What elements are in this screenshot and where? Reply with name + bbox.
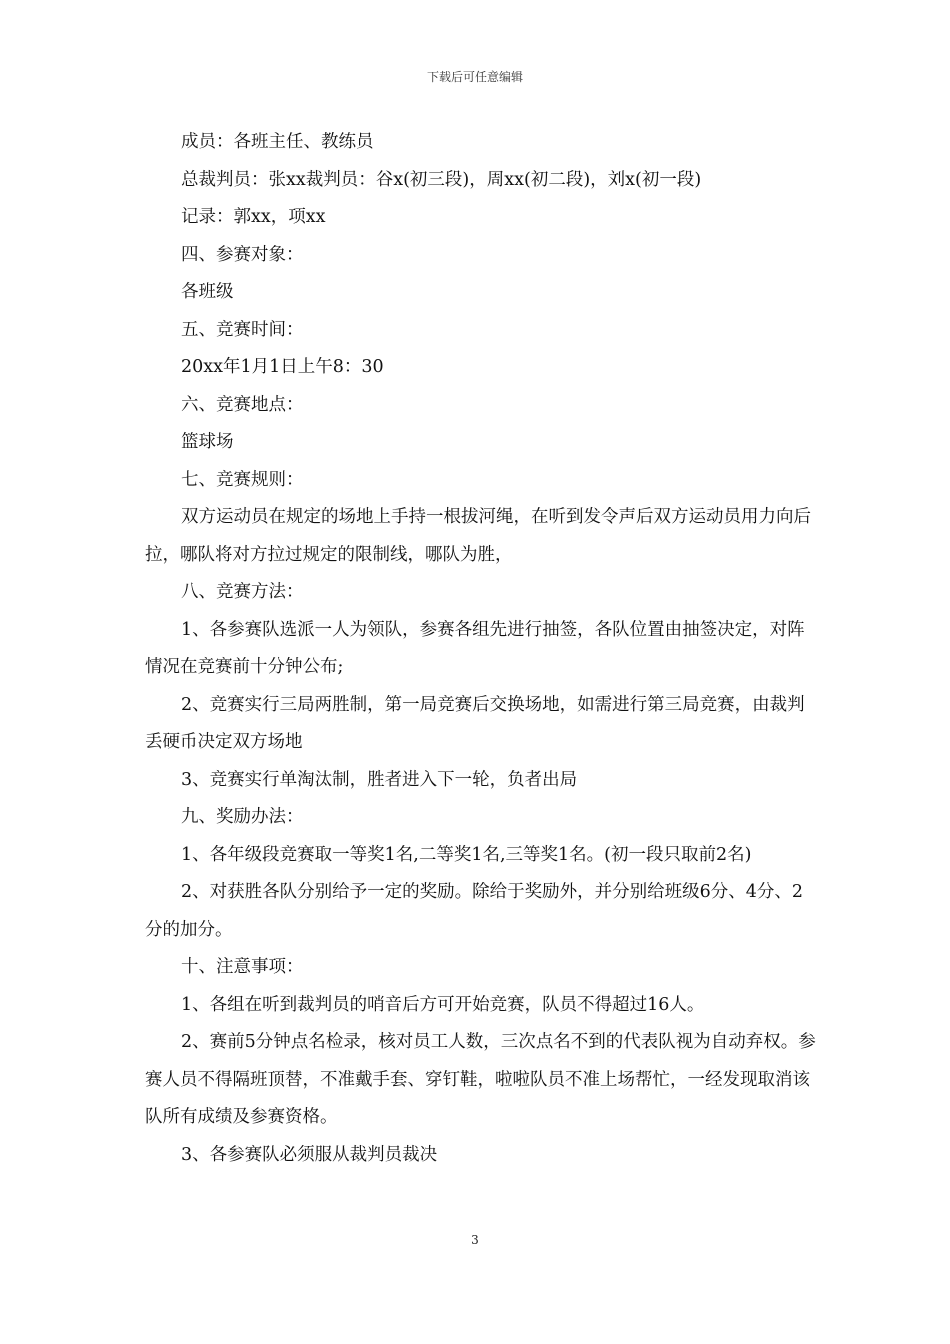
- participants-text: 各班级: [181, 282, 234, 302]
- referees-line: 总裁判员：张xx裁判员：谷x(初三段)，周xx(初二段)，刘x(初一段): [181, 169, 702, 190]
- note-item-1: 1、各组在听到裁判员的哨音后方可开始竞赛，队员不得超过16人。: [181, 994, 705, 1015]
- reward-item-2: 2、对获胜各队分别给予一定的奖励。除给于奖励外，并分别给班级6分、4分、2分的加分。: [145, 882, 804, 940]
- rules-paragraph: 双方运动员在规定的场地上手持一根拔河绳，在听到发令声后双方运动员用力向后拉，哪队将对方拉过规定的限制线，哪队为胜，: [145, 507, 811, 565]
- page-number: 3: [471, 1233, 479, 1247]
- section-heading-rules: 七、竞赛规则：: [181, 469, 304, 490]
- note-item-2: 2、赛前5分钟点名检录，核对员工人数，三次点名不到的代表队视为自动弃权。参赛人员不得隔班顶替，不准戴手套、穿钉鞋，啦啦队员不准上场帮忙，一经发现取消该队所有成绩及参赛资格。: [145, 1032, 816, 1127]
- recorders-line: 记录：郭xx，项xx: [181, 207, 326, 227]
- method-item-3: 3、竞赛实行单淘汰制，胜者进入下一轮，负者出局: [181, 769, 578, 790]
- section-heading-methods: 八、竞赛方法：: [181, 582, 304, 602]
- page-header-note: 下载后可任意编辑: [426, 70, 523, 84]
- section-heading-participants: 四、参赛对象：: [181, 244, 304, 265]
- section-heading-time: 五、竞赛时间：: [181, 319, 304, 340]
- section-heading-rewards: 九、奖励办法：: [181, 807, 304, 827]
- members-line: 成员：各班主任、教练员: [181, 132, 374, 152]
- section-heading-venue: 六、竞赛地点：: [181, 394, 304, 415]
- note-item-3: 3、各参赛队必须服从裁判员裁决: [181, 1144, 438, 1165]
- method-item-1: 1、各参赛队选派一人为领队，参赛各组先进行抽签，各队位置由抽签决定，对阵情况在竞赛前十分钟公布;: [145, 619, 805, 677]
- document-body: [145, 124, 817, 1174]
- section-heading-notes: 十、注意事项：: [181, 957, 304, 977]
- venue-text: 篮球场: [181, 432, 234, 452]
- method-item-2: 2、竞赛实行三局两胜制，第一局竞赛后交换场地，如需进行第三局竞赛，由裁判丢硬币决定双方场地: [145, 694, 805, 752]
- reward-item-1: 1、各年级段竞赛取一等奖1名,二等奖1名,三等奖1名。(初一段只取前2名): [181, 844, 752, 865]
- time-text: 20xx年1月1日上午8：30: [181, 357, 384, 377]
